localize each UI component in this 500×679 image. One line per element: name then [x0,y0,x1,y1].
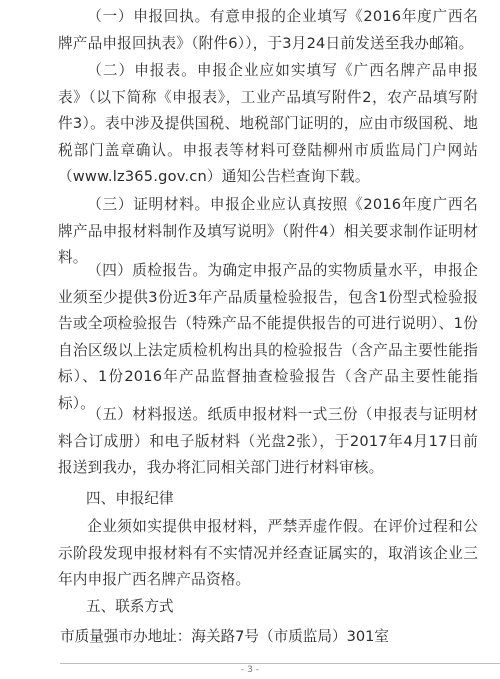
paragraph-application-form: （二）申报表。申报企业应如实填写《广西名牌产品申报表》（以下简称《申报表》，工业产品填写附件2，农产品填写附件3）。表中涉及提供国税、地税部门证明的，应由市级国税、地税部门盖章确认。申报表等材料可登陆柳州市质监局门户网站（www.lz365.gov.cn）通知公告栏查询下载。 [58,62,478,185]
section-four-heading: 四、申报纪律 [86,490,174,507]
paragraph-application-receipt: （一）申报回执。有意申报的企业填写《2016年度广西名牌产品申报回执表》（附件6）），于3月24日前发送至我办邮箱。 [58,8,478,52]
paragraph-inspection-reports: （四）质检报告。为确定申报产品的实物质量水平，申报企业须至少提供3份近3年产品质量检验报告，包含1份型式检验报告或全项检验报告（特殊产品不能提供报告的可进行说明）、1份自治区级以上法定质检机构出具的检验报告（含产品主要性能指标）、1份2016年产品监督抽查检验报告（含产品主要性能指标）。 [58,262,478,412]
section-five-heading: 五、联系方式 [86,598,174,615]
paragraph-supporting-materials: （三）证明材料。申报企业应认真按照《2016年度广西名牌产品申报材料制作及填写说明》（附件4）相关要求制作证明材料。 [58,196,478,266]
paragraph-application-discipline: 企业须如实提供申报材料，严禁弄虚作假。在评价过程和公示阶段发现申报材料有不实情况并经查证属实的，取消该企业三年内申报广西名牌产品资格。 [58,518,478,588]
page-number: - 3 - [241,665,259,675]
office-address: 市质量强市办地址：海关路7号（市质监局）301室 [60,628,390,645]
paragraph-material-submission: （五）材料报送。纸质申报材料一式三份（申报表与证明材料合订成册）和电子版材料（光盘2张），于2017年4月17日前报送到我办，我办将汇同相关部门进行材料审核。 [58,406,478,476]
